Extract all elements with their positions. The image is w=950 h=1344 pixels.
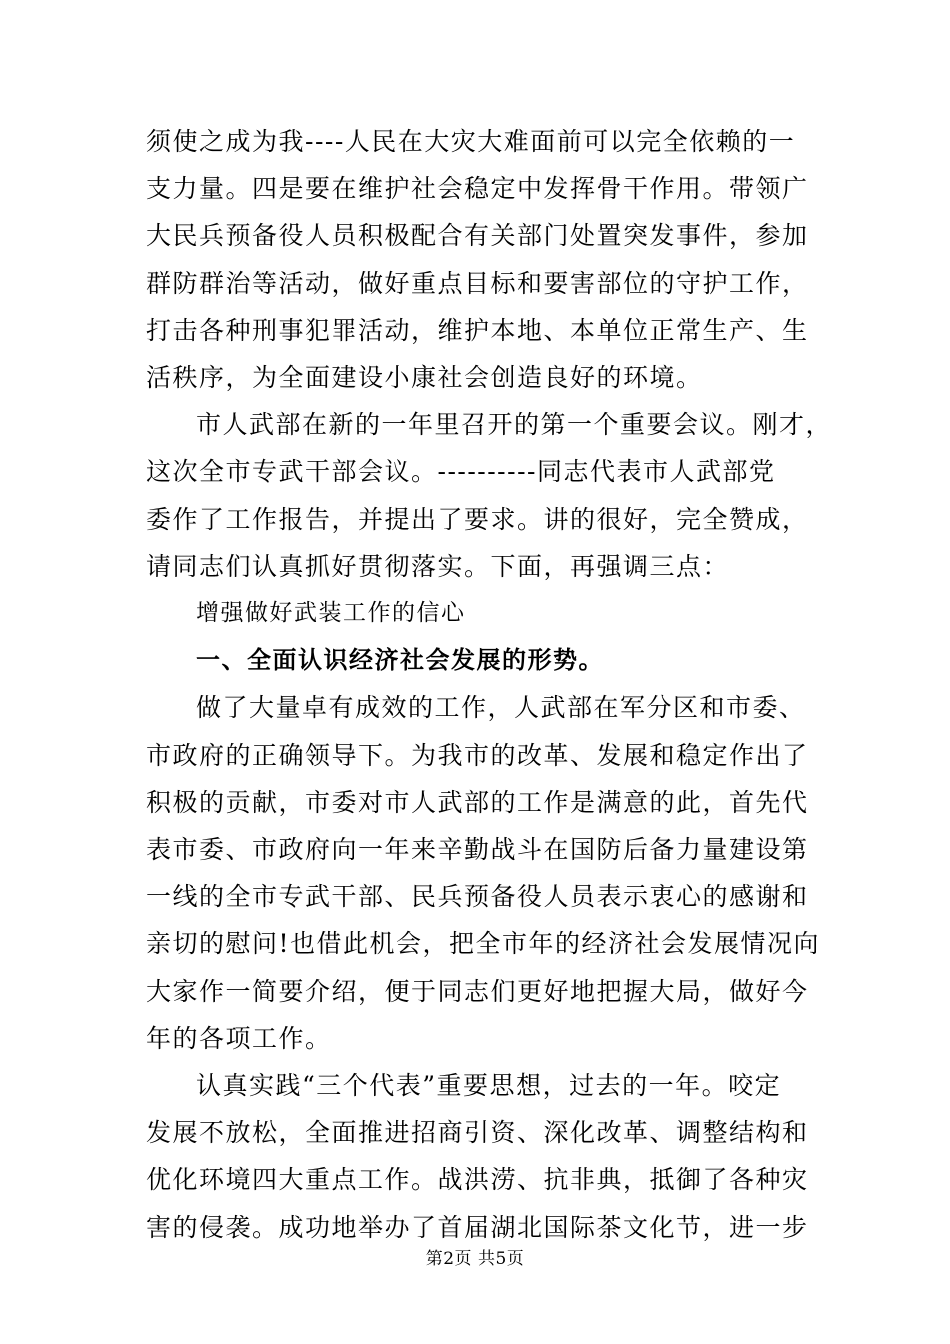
text-line: 积极的贡献，市委对市人武部的工作是满意的此，首先代 [146,787,809,817]
text-line: 支力量。四是要在维护社会稳定中发挥骨干作用。带领广 [146,174,809,204]
section-subtitle: 增强做好武装工作的信心 [196,600,466,627]
section-heading: 一、全面认识经济社会发展的形势。 [196,646,604,675]
text-line: 发展不放松，全面推进招商引资、深化改革、调整结构和 [146,1118,809,1148]
text-line: 表市委、市政府向一年来辛勤战斗在国防后备力量建设第 [146,835,809,865]
document-body [146,118,833,1251]
text-line: 须使之成为我----人民在大灾大难面前可以完全依赖的一 [146,127,796,156]
text-line: 认真实践“三个代表”重要思想，过去的一年。咬定 [196,1071,782,1101]
text-line: 打击各种刑事犯罪活动，维护本地、本单位正常生产、生 [146,315,809,345]
text-line: 一线的全市专武干部、民兵预备役人员表示衷心的感谢和 [146,882,809,912]
page-footer: 第2页 共5页 [425,1249,525,1269]
text-line: 害的侵袭。成功地举办了首届湖北国际茶文化节，进一步 [146,1212,809,1242]
text-line: 这次全市专武干部会议。----------同志代表市人武部党 [146,457,776,487]
text-line: 大家作一简要介绍，便于同志们更好地把握大局，做好今 [146,976,809,1006]
text-line: 委作了工作报告，并提出了要求。讲的很好，完全赞成， [146,504,809,534]
text-line: 做了大量卓有成效的工作，人武部在军分区和市委、 [196,693,806,723]
paragraph-1 [146,118,826,401]
text-line: 优化环境四大重点工作。战洪涝、抗非典，抵御了各种灾 [146,1165,809,1195]
paragraph-2 [146,401,833,590]
paragraph-4 [146,1062,826,1251]
text-line: 市人武部在新的一年里召开的第一个重要会议。刚才， [196,410,833,440]
text-line: 活秩序，为全面建设小康社会创造良好的环境。 [146,363,703,393]
text-line: 亲切的慰问!也借此机会，把全市年的经济社会发展情况向 [146,929,821,959]
paragraph-3 [146,684,826,1062]
text-line: 群防群治等活动，做好重点目标和要害部位的守护工作， [146,268,809,298]
text-line: 年的各项工作。 [146,1023,332,1053]
text-line: 市政府的正确领导下。为我市的改革、发展和稳定作出了 [146,740,809,770]
text-line: 请同志们认真抓好贯彻落实。下面，再强调三点： [146,551,730,581]
text-line: 大民兵预备役人员积极配合有关部门处置突发事件，参加 [146,221,809,251]
